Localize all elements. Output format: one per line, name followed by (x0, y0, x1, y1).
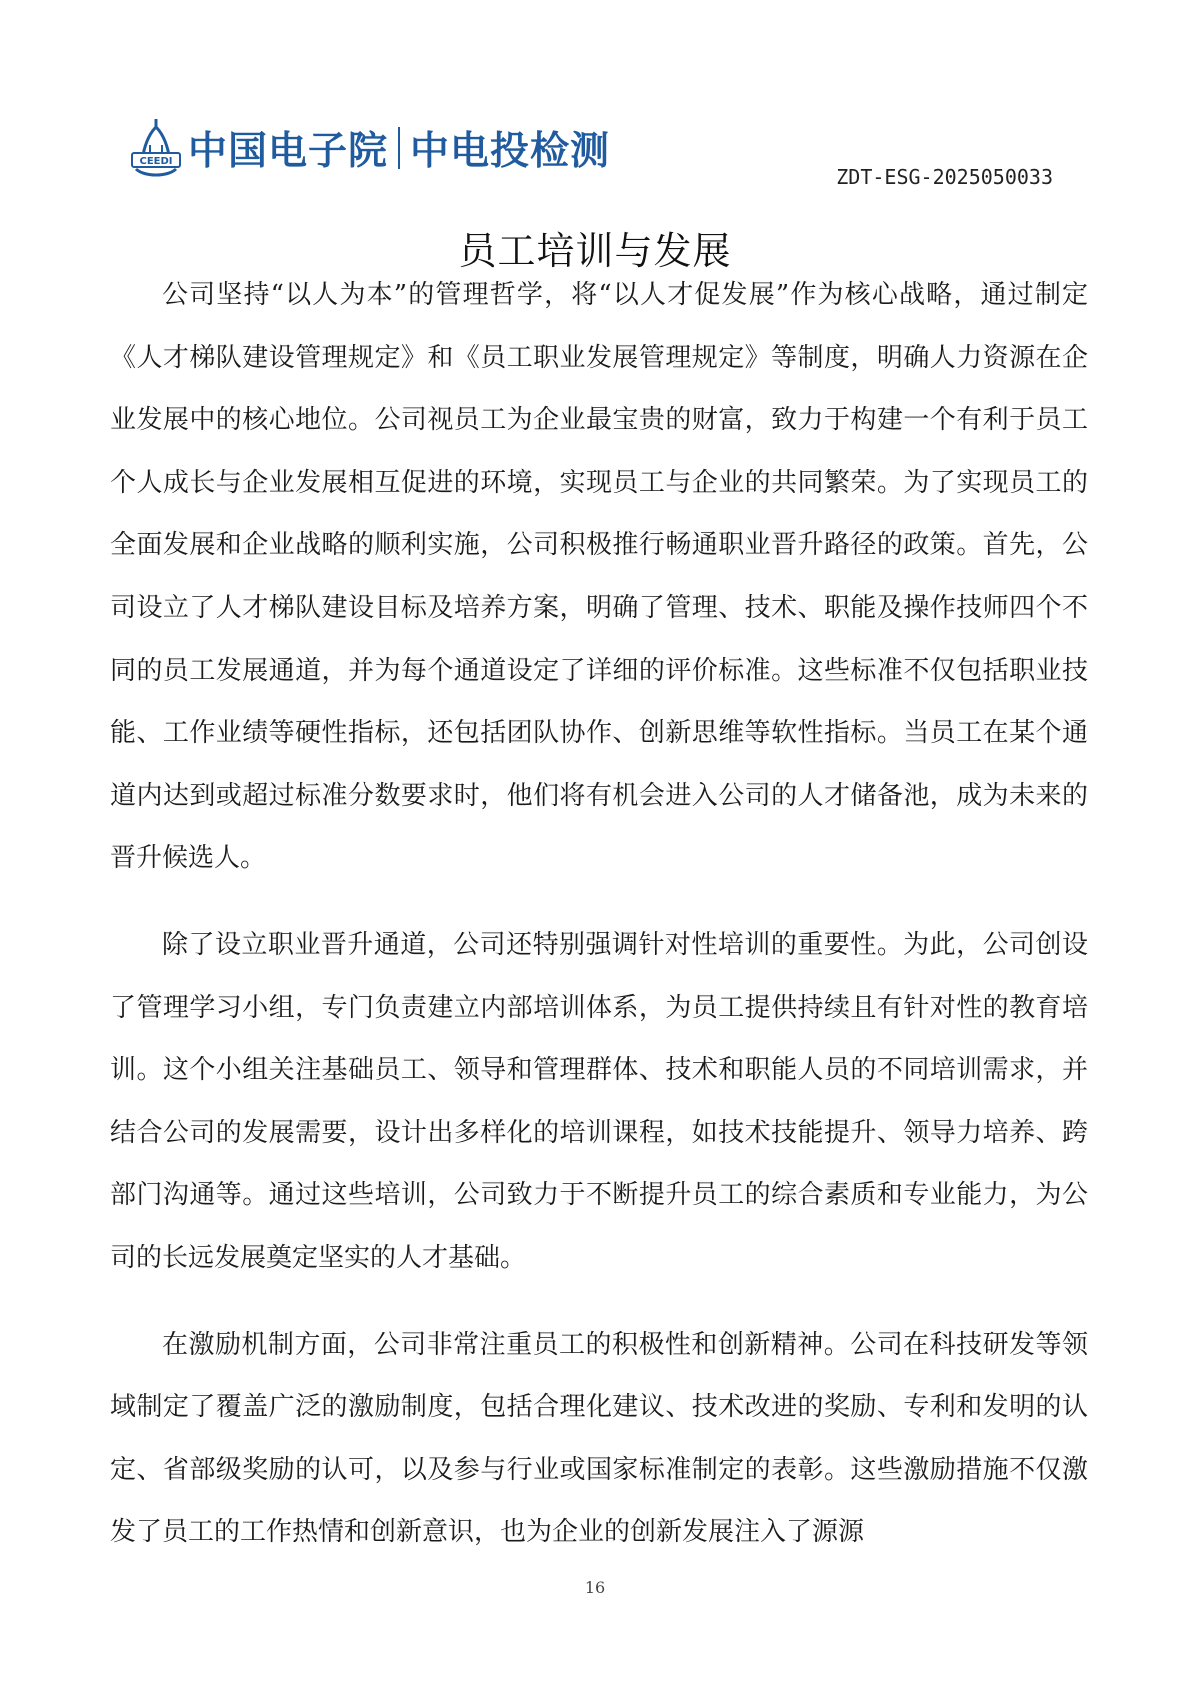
paragraph: 除了设立职业晋升通道，公司还特别强调针对性培训的重要性。为此，公司创设了管理学习小组，专门负责建立内部培训体系，为员工提供持续且有针对性的教育培训。这个小组关注基础员工、领导和管理群体、技术和职能人员的不同培训需求，并结合公司的发展需要，设计出多样化的培训课程，如技术技能提升、领导力培养、跨部门沟通等。通过这些培训，公司致力于不断提升员工的综合素质和专业能力，为公司的长远发展奠定坚实的人才基础。 (110, 929, 1088, 1273)
emblem-text: CEEDI (139, 156, 173, 167)
header-logo (130, 117, 610, 179)
document-code: ZDT-ESG-2025050033 (836, 165, 1053, 189)
document-body (110, 264, 1088, 1564)
paragraph: 在激励机制方面，公司非常注重员工的积极性和创新精神。公司在科技研发等领域制定了覆盖广泛的激励制度，包括合理化建议、技术改进的奖励、专利和发明的认定、省部级奖励的认可，以及参与行业或国家标准制定的表彰。这些激励措施不仅激发了员工的工作热情和创新意识，也为企业的创新发展注入了源源 (110, 1329, 1088, 1548)
page-number: 16 (584, 1578, 606, 1597)
logo-text-left: 中国电子院 (188, 129, 389, 174)
ceedi-emblem-icon (130, 117, 182, 179)
logo-text-right: 中电投检测 (410, 129, 611, 174)
page-title: 员工培训与发展 (458, 229, 732, 274)
logo-divider (398, 127, 400, 169)
paragraph: 公司坚持“以人为本”的管理哲学，将“以人才促发展”作为核心战略，通过制定《人才梯队建设管理规定》和《员工职业发展管理规定》等制度，明确人力资源在企业发展中的核心地位。公司视员工为企业最宝贵的财富，致力于构建一个有利于员工个人成长与企业发展相互促进的环境，实现员工与企业的共同繁荣。为了实现员工的全面发展和企业战略的顺利实施，公司积极推行畅通职业晋升路径的政策。首先，公司设立了人才梯队建设目标及培养方案，明确了管理、技术、职能及操作技师四个不同的员工发展通道，并为每个通道设定了详细的评价标准。这些标准不仅包括职业技能、工作业绩等硬性指标，还包括团队协作、创新思维等软性指标。当员工在某个通道内达到或超过标准分数要求时，他们将有机会进入公司的人才储备池，成为未来的晋升候选人。 (110, 280, 1088, 874)
